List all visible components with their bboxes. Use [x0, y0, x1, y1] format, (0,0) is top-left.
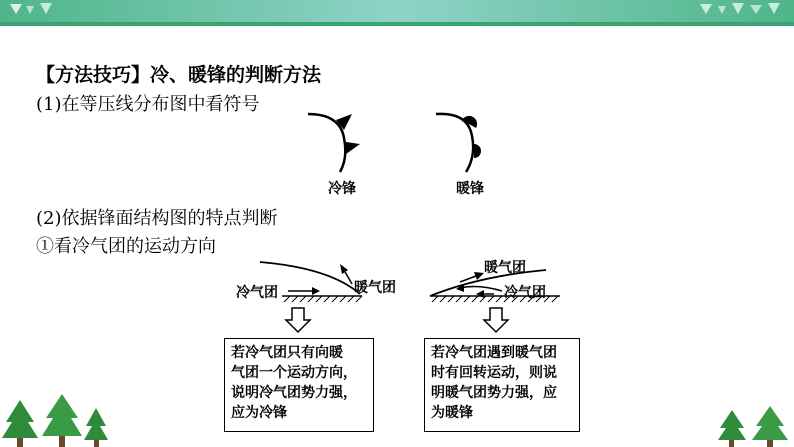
- warm-front-explanation-box: [424, 338, 580, 432]
- warm-air-mass-label-right: 暖气团: [484, 260, 526, 276]
- explanation-line: 说明冷气团势力强，: [231, 385, 357, 401]
- header-banner: [0, 0, 794, 32]
- subsection-1-heading: ①看冷气团的运动方向: [36, 236, 216, 257]
- cold-front-explanation-box: [224, 338, 374, 432]
- explanation-line: 时有回转运动，则说: [431, 365, 557, 381]
- section-2-heading: (2)依据锋面结构图的特点判断: [36, 208, 278, 229]
- trees-decoration-left: [0, 392, 110, 447]
- warm-front-label: 暖锋: [456, 181, 484, 197]
- cold-air-mass-label-left: 冷气团: [236, 285, 278, 301]
- cold-air-mass-label-right: 冷气团: [504, 285, 546, 301]
- explanation-line: 应为冷锋: [231, 405, 287, 421]
- explanation-line: 若冷气团只有向暖: [231, 345, 343, 361]
- explanation-line: 若冷气团遇到暖气团: [431, 345, 557, 361]
- warm-air-mass-label-left: 暖气团: [354, 280, 396, 296]
- explanation-line: 明暖气团势力强，应: [431, 385, 557, 401]
- cold-front-label: 冷锋: [328, 181, 356, 197]
- section-1-heading: (1)在等压线分布图中看符号: [36, 94, 260, 115]
- warm-front-symbol: [430, 108, 500, 178]
- cold-front-symbol: [300, 108, 370, 178]
- page-title: 【方法技巧】冷、暖锋的判断方法: [36, 64, 322, 86]
- explanation-line: 为暖锋: [431, 405, 473, 421]
- trees-decoration-right: [714, 404, 794, 447]
- explanation-line: 气团一个运动方向，: [231, 365, 357, 381]
